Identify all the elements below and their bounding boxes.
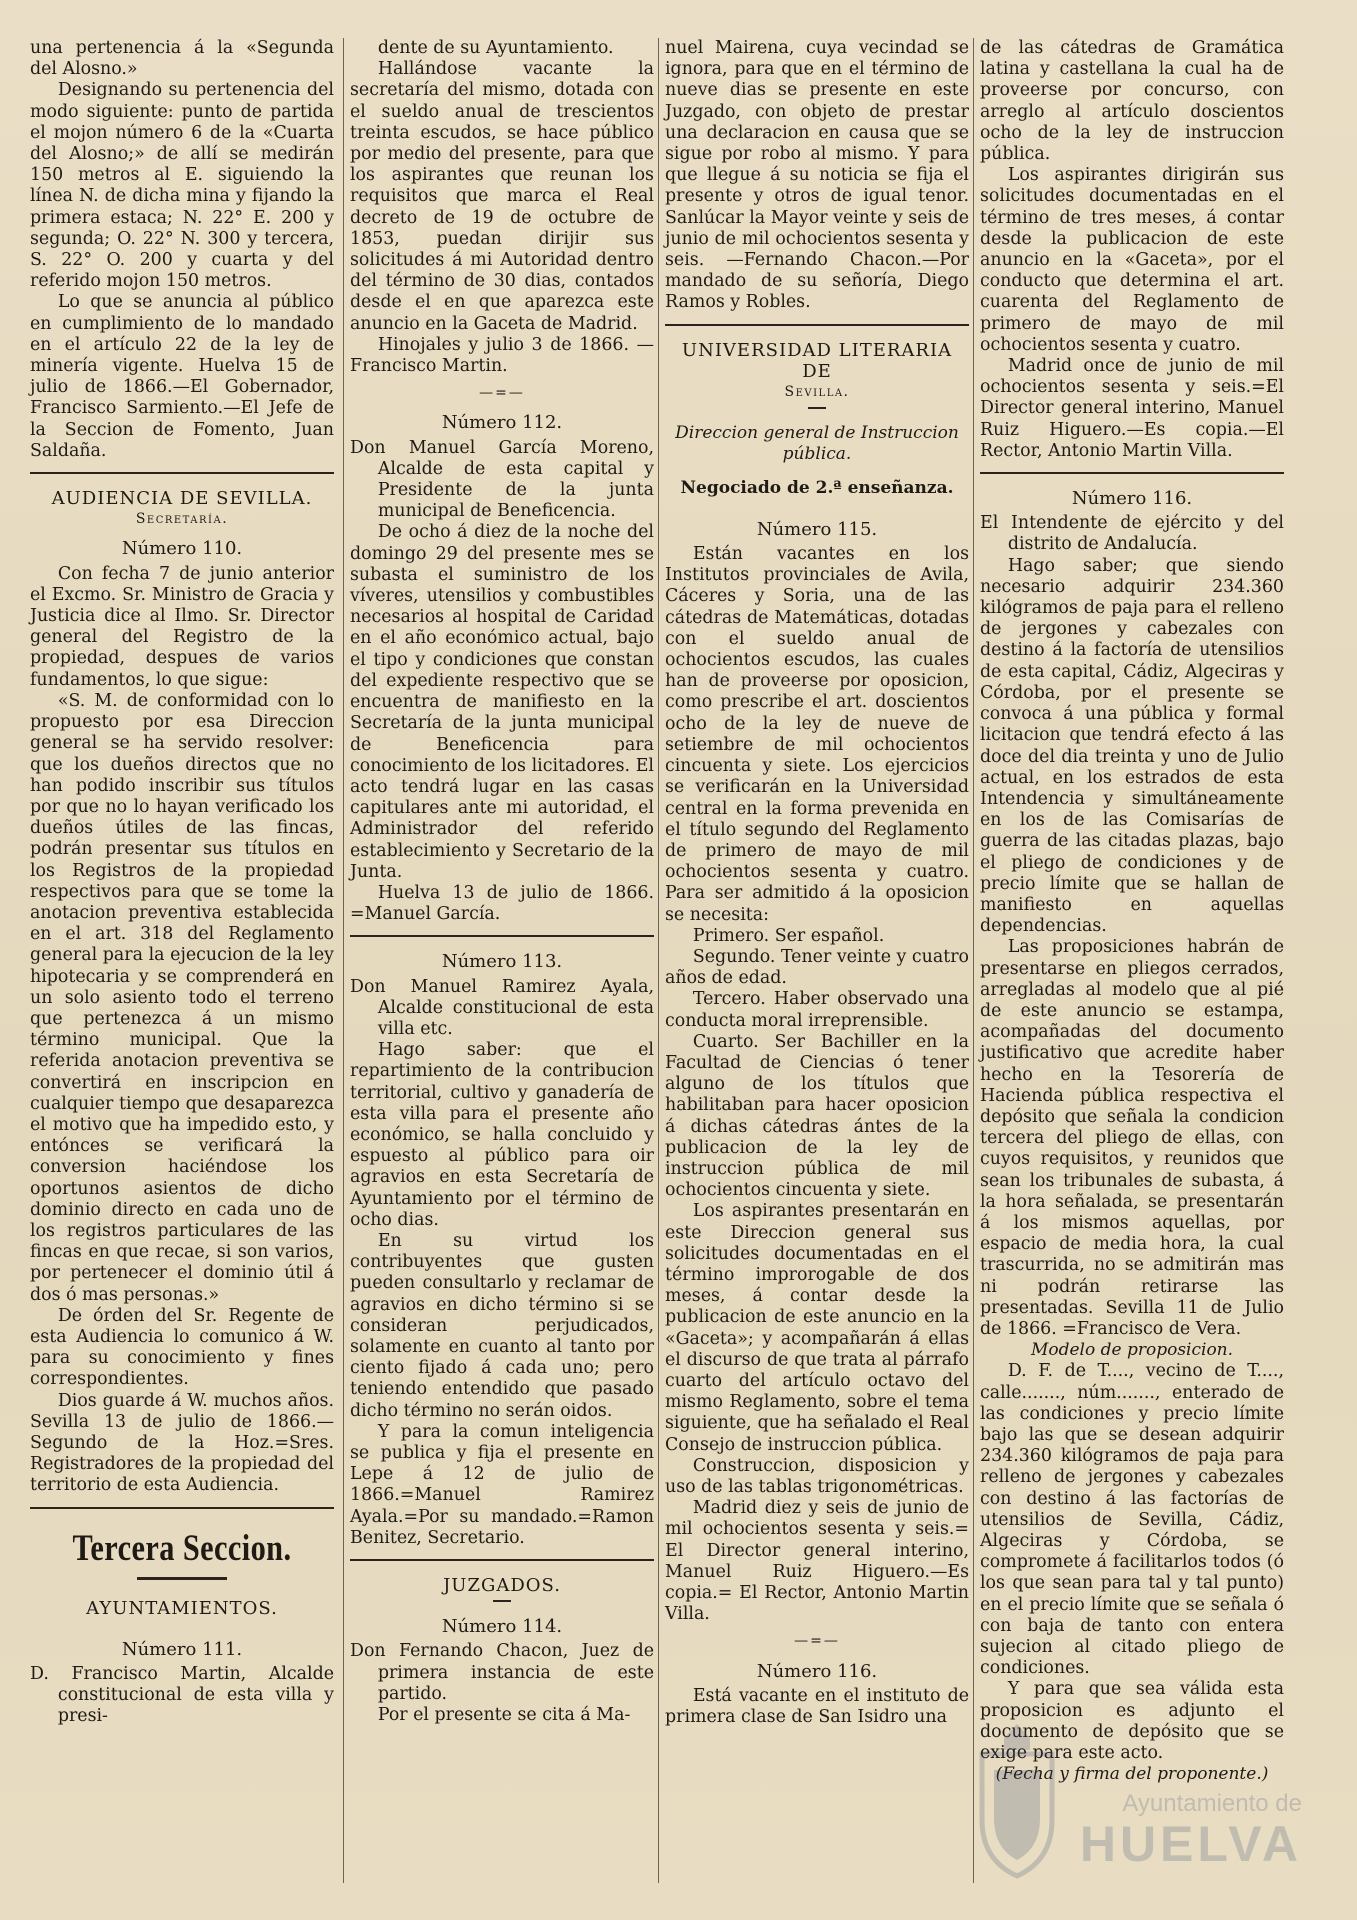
signature-line: (Fecha y firma del proponente.) xyxy=(995,1764,1269,1785)
paragraph: una pertenencia á la «Segunda del Alosno.» xyxy=(30,38,334,80)
paragraph: Don Manuel García Moreno, Alcalde de esta capital y Presidente de la junta municipal de Beneficencia. xyxy=(350,437,654,522)
ornament-bar xyxy=(808,407,826,409)
section-divider xyxy=(30,472,334,474)
paragraph: Los aspirantes presentarán en este Direccion general sus solicitudes documentadas en el término improrogable de dos meses, á contar desde la publicacion de este anuncio en la «Gaceta»; y acompañarán á ellas el discurso de que trata al párrafo cuarto del artículo octavo del mismo Reglamento, sobre el tema siguiente, que ha señalado el Real Consejo de instruccion pública. xyxy=(665,1201,969,1455)
paragraph: Por el presente se cita á Ma- xyxy=(377,1705,631,1726)
notice-number: Número 113. xyxy=(441,951,563,973)
paragraph: Cuarto. Ser Bachiller en la Facultad de Ciencias ó tener alguno de los títulos que habilitaban para hacer oposicion á dichas cátedras ántes de la publicacion de la ley de instruccion pública de mil ochocientos cincuenta y siete. xyxy=(665,1031,969,1201)
notice-number: Número 112. xyxy=(441,412,563,434)
paragraph: D. Francisco Martin, Alcalde constitucional de esta villa y presi- xyxy=(30,1664,334,1727)
paragraph: Las proposiciones habrán de presentarse en pliegos cerrados, arregladas al modelo que al pié de este anuncio se estampa, acompañadas del documento justificativo que acredite haber hecho en la Tesorería de Hacienda pública respectiva el depósito que señala la condicion tercera del pliego de ellas, con cuyos requisitos, y reunidos que sean los tribunales de subasta, á la hora señalada, se presentarán á los mismos aquellas, por espacio de media hora, la cual trascurrida, no se admitirán mas ni podrán retirarse las presentadas. Sevilla 11 de Julio de 1866. =Francisco de Vera. xyxy=(980,937,1284,1339)
section-divider xyxy=(350,935,654,937)
notice-number: Número 111. xyxy=(121,1638,243,1660)
paragraph: dente de su Ayuntamiento. xyxy=(377,38,614,58)
paragraph: De órden del Sr. Regente de esta Audiencia lo comunico á W. para su conocimiento y fines correspondientes. xyxy=(30,1305,334,1390)
paragraph: Tercero. Haber observado una conducta moral irreprensible. xyxy=(665,989,969,1031)
paragraph: Designando su pertenencia del modo siguiente: punto de partida el mojon número 6 de la «Cuarta del Alosno;» de allí se medirán 150 metros al E. siguiendo la línea N. de dicha mina y fijando la primera estaca; N. 22° E. 200 y segunda; O. 22° N. 300 y tercera, S. 22° O. 200 y cuarta y del referido mojon 150 metros. xyxy=(30,80,334,292)
paragraph: Primero. Ser español. xyxy=(692,925,885,946)
notice-number: Número 116. xyxy=(756,1660,878,1682)
notice-number: Número 115. xyxy=(756,518,878,540)
paragraph: El Intendente de ejército y del distrito de Andalucía. xyxy=(980,513,1284,555)
column-rule xyxy=(658,38,659,1883)
paragraph: De ocho á diez de la noche del domingo 29 del presente mes se subasta el suministro de los víveres, utensilios y combustibles necesarios al hospital de Caridad en el año económico actual, bajo el tipo y condiciones que constan del expediente respectivo que se encuentra de manifiesto en la Secretaría de la junta municipal de Beneficencia para conocimiento de los licitadores. El acto tendrá lugar en las casas capitulares ante mi autoridad, el Administrador del referido establecimiento y Secretario de la Junta. xyxy=(350,522,654,882)
paragraph: Hago saber: que el repartimiento de la contribucion territorial, cultivo y ganadería de esta villa para el presente año económico, se halla concluido y espuesto al público para oir agravios en esta Secretaría de Ayuntamiento por el término de ocho dias. xyxy=(350,1040,654,1230)
column-4 xyxy=(980,38,1284,1785)
paragraph: Los aspirantes dirigirán sus solicitudes documentadas en el término de tres meses, á contar desde la publicacion de este anuncio en la «Gaceta», por el conducto que determina el art. cuarenta del Reglamento de primero de mayo de mil ochocientos sesenta y cuatro. xyxy=(980,165,1284,355)
paragraph: «S. M. de conformidad con lo propuesto por esa Direccion general se ha servido resolver: que los dueños directos que no han podido inscribir sus títulos por que no lo hayan verificado los dueños útiles de las fincas, podrán presentar sus títulos en los Registros de la propiedad respectivos para que se tome la anotacion preventiva establecida en el art. 318 del Reglamento general para la ejecucion de la ley hipotecaria y se comprenderá en un solo asiento todo el terreno que pertenezca á un mismo término municipal. Que la referida anotacion preventiva se convertirá en inscripcion en cualquier tiempo que desaparezca el motivo que ha impedido esto, y entónces se verificará la conversion haciéndose los oportunos asientos de dicho dominio directo en cada uno de los registros particulares de las fincas en que recae, si son varios, por pertenecer el dominio útil á dos ó mas personas.» xyxy=(30,690,334,1305)
paragraph: Construccion, disposicion y uso de las tablas trigonométricas. xyxy=(665,1455,969,1497)
section-heading: AUDIENCIA DE SEVILLA. xyxy=(51,488,313,510)
watermark-line-2: HUELVA xyxy=(1079,1816,1302,1872)
paragraph: Dios guarde á W. muchos años. Sevilla 13 de julio de 1866.—Segundo de la Hoz.=Sres. Registradores de la propiedad del territorio de esta Audiencia. xyxy=(30,1390,334,1496)
notice-number: Número 110. xyxy=(121,538,243,560)
section-heading: JUZGADOS. xyxy=(443,1575,561,1597)
office-subheading: Negociado de 2.ª enseñanza. xyxy=(680,477,954,498)
column-1 xyxy=(30,38,334,1728)
paragraph: Hago saber; que siendo necesario adquirir 234.360 kilógramos de paja para el relleno de jergones y cabezales con destino á la factoría de utensilios de esta capital, Cádiz, Algeciras y Córdoba, por el presente se convoca á una pública y formal licitacion que tendrá efecto á las doce del dia treinta y uno de Julio actual, en los estrados de esta Intendencia y simultáneamente en los de las Comisarías de guerra de las citadas plazas, bajo el pliego de condiciones y de precio límite que se hallan de manifiesto en aquellas dependencias. xyxy=(980,555,1284,937)
watermark-line-1: Ayuntamiento de xyxy=(1122,1790,1302,1817)
section-heading: UNIVERSIDAD LITERARIA DE xyxy=(681,339,953,382)
paragraph: En su virtud los contribuyentes que gusten pueden consultarlo y reclamar de agravios en dicho término si se consideran perjudicados, solamente en cuanto al tanto por ciento fijado á cada uno; pero teniendo entendido que pasado dicho término no serán oidos. xyxy=(350,1230,654,1421)
section-divider xyxy=(665,324,969,326)
paragraph: Y para la comun inteligencia se publica y fija el presente en Lepe á 12 de julio de 1866.=Manuel Ramirez Ayala.=Por su mandado.=Ramon Benitez, Secretario. xyxy=(350,1421,654,1548)
paragraph: Segundo. Tener veinte y cuatro años de edad. xyxy=(665,946,969,989)
column-2 xyxy=(350,38,654,1726)
section-divider xyxy=(350,1559,654,1561)
notice-number: Número 116. xyxy=(1071,488,1193,510)
column-rule xyxy=(973,38,974,1883)
paragraph: Huelva 13 de julio de 1866. =Manuel García. xyxy=(350,882,654,925)
paragraph: Don Manuel Ramirez Ayala, Alcalde constitucional de esta villa etc. xyxy=(350,976,654,1039)
paragraph: Hinojales y julio 3 de 1866. —Francisco Martin. xyxy=(350,334,654,377)
paragraph: de las cátedras de Gramática latina y castellana la cual ha de proveerse por concurso, con arreglo al artículo doscientos ocho de la ley de instruccion pública. xyxy=(980,38,1284,165)
paragraph: Madrid diez y seis de junio de mil ochocientos sesenta y seis.= El Director general interino, Manuel Ruiz Higuero.—Es copia.= El Rector, Antonio Martin Villa. xyxy=(665,1498,969,1625)
section-divider xyxy=(30,1507,334,1509)
ornament-bar xyxy=(493,1600,511,1602)
paragraph: Don Fernando Chacon, Juez de primera instancia de este partido. xyxy=(350,1641,654,1704)
paragraph: Y para que sea válida esta proposicion es adjunto el documento de depósito que se exige para este acto. xyxy=(980,1679,1284,1764)
section-subheading: Sevilla. xyxy=(784,384,850,401)
model-heading: Modelo de proposicion. xyxy=(1030,1340,1234,1361)
paragraph: Están vacantes en los Institutos provinciales de Avila, Cáceres y Soria, una de las cátedras de Matemáticas, dotadas con el sueldo anual de ochocientos escudos, las cuales han de proveerse por oposicion, como prescribe el art. doscientos ocho de la ley de nueve de setiembre de mil ochocientos cincuenta y siete. Los ejercicios se verificarán en la Universidad central en la forma prevenida en el título segundo del Reglamento de primero de mayo de mil ochocientos sesenta y cuatro. Para ser admitido á la oposicion se necesita: xyxy=(665,544,969,925)
section-subheading: Secretaría. xyxy=(135,511,229,528)
notice-number: Número 114. xyxy=(441,1616,563,1638)
section-divider xyxy=(980,472,1284,474)
paragraph: Lo que se anuncia al público en cumplimiento de lo mandado en el artículo 22 de la ley de minería vigente. Huelva 15 de julio de 1866.—El Gobernador, Francisco Sarmiento.—El Jefe de la Seccion de Fomento, Juan Saldaña. xyxy=(30,292,334,461)
section-title: Tercera Seccion. xyxy=(72,1527,292,1569)
ornament: —=— xyxy=(479,385,525,402)
ornament: —=— xyxy=(794,1633,840,1650)
paragraph: Con fecha 7 de junio anterior el Excmo. Sr. Ministro de Gracia y Justicia dice al Ilmo. Sr. Director general del Registro de la propiedad, despues de varios fundamentos, lo que sigue: xyxy=(30,563,334,690)
paragraph: Hallándose vacante la secretaría del mismo, dotada con el sueldo anual de trescientos treinta escudos, se hace público por medio del presente, para que los aspirantes que reunan los requisitos que marca el Real decreto de 19 de octubre de 1853, puedan dirijir sus solicitudes á mi Autoridad dentro del término de 30 dias, contados desde el en que aparezca este anuncio en la Gaceta de Madrid. xyxy=(350,59,654,334)
paragraph: Madrid once de junio de mil ochocientos sesenta y seis.=El Director general interino, Manuel Ruiz Higuero.—Es copia.—El Rector, Antonio Martin Villa. xyxy=(980,356,1284,461)
ornament-bar xyxy=(137,1577,227,1580)
paragraph: nuel Mairena, cuya vecindad se ignora, para que en el término de nueve dias se presente en este Juzgado, con objeto de prestar una declaracion en causa que se sigue por robo al mismo. Y para que llegue á su noticia se fija el presente y otros de igual tenor. Sanlúcar la Mayor veinte y seis de junio de mil ochocientos sesenta y seis. —Fernando Chacon.—Por mandado de su señoría, Diego Ramos y Robles. xyxy=(665,38,969,313)
section-heading: AYUNTAMIENTOS. xyxy=(86,1597,278,1619)
column-rule xyxy=(343,38,344,1883)
paragraph: Está vacante en el instituto de primera clase de San Isidro una xyxy=(665,1685,969,1728)
office-heading: Direccion general de Instruccion pública. xyxy=(675,423,959,465)
paragraph: D. F. de T...., vecino de T...., calle......., núm......., enterado de las condiciones y precio límite bajo las que se desean adquirir 234.360 kilógramos de paja para relleno de jergones y cabezales con destino á las factorías de utensilios de Sevilla, Cádiz, Algeciras y Córdoba, se compromete á facilitarlos todos (ó los que sean para tal y tal punto) en el precio límite que se señala ó con baja de tanto con entera sujecion al citado pliego de condiciones. xyxy=(980,1361,1284,1679)
column-3 xyxy=(665,38,969,1728)
